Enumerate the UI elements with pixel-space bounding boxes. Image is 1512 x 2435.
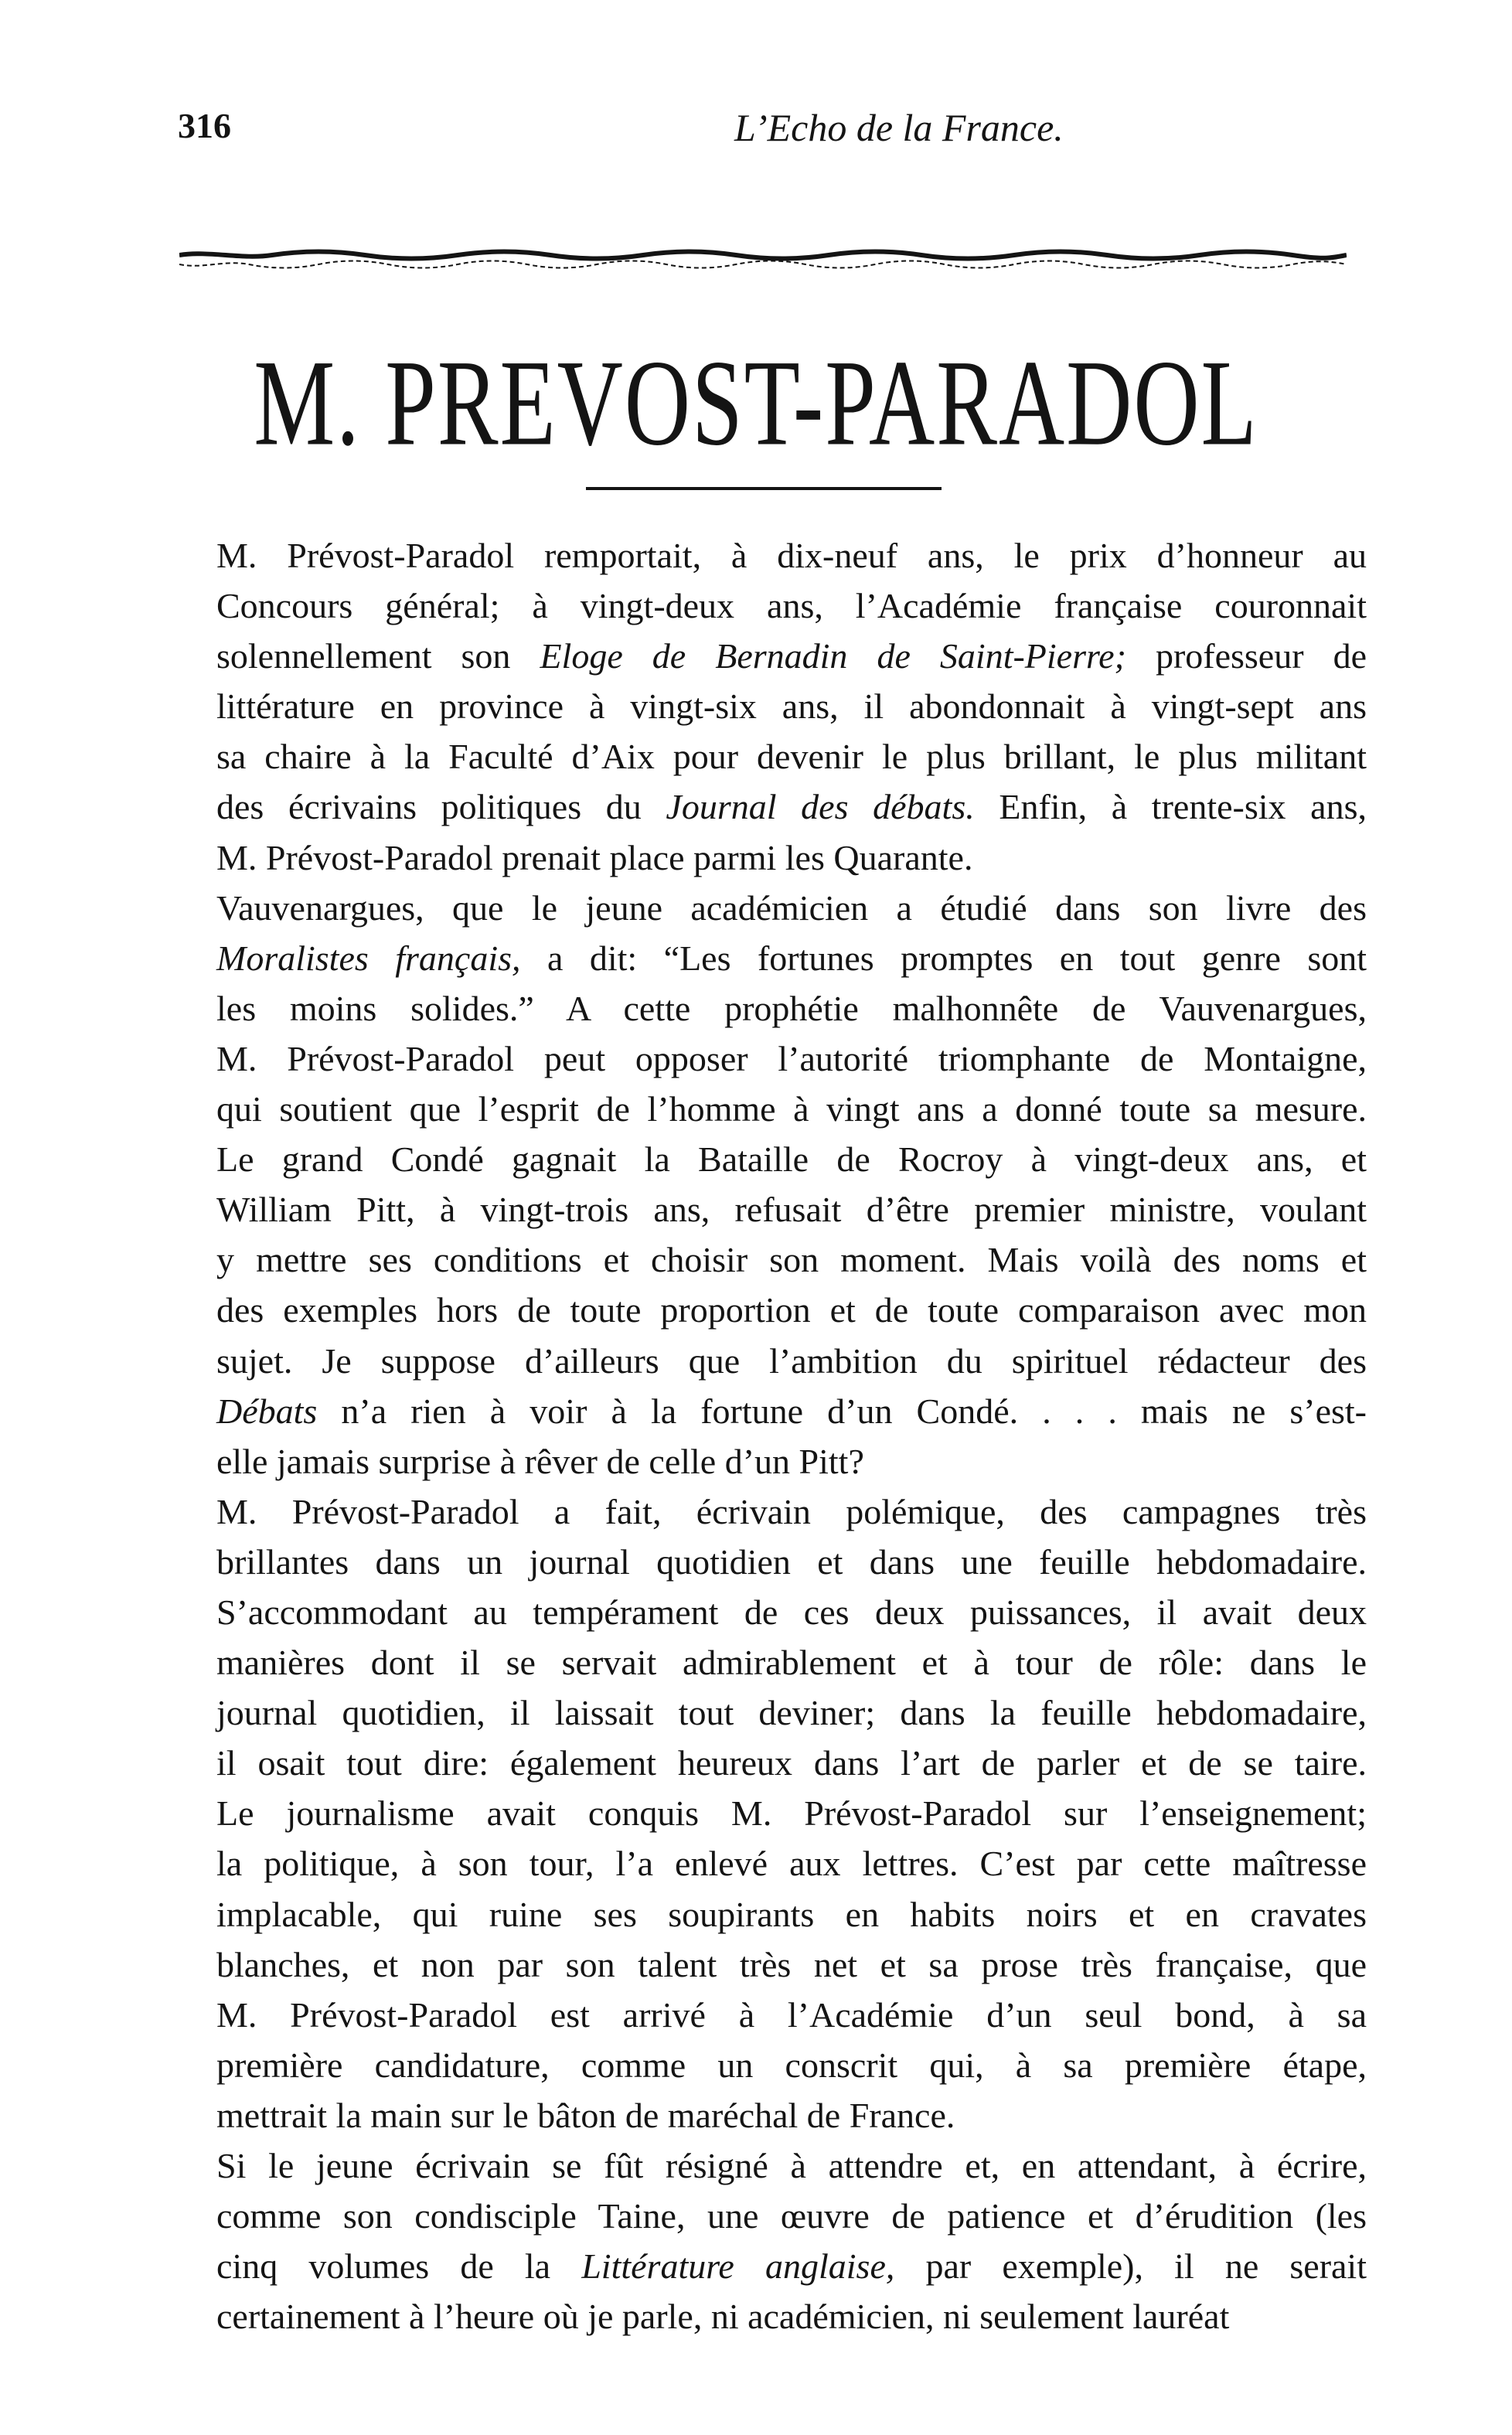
text-line bbox=[182, 1537, 1367, 1587]
decorative-rule bbox=[179, 246, 1347, 277]
text-line bbox=[182, 1687, 1367, 1738]
text-line bbox=[182, 1084, 1367, 1134]
text-line bbox=[182, 1184, 1367, 1235]
text-run: des écrivains politiques du bbox=[216, 787, 666, 827]
text-run: Le grand Condé gagnait la Bataille de Rocroy à vingt-deux ans, et bbox=[216, 1139, 1367, 1180]
text-run: il osait tout dire: également heureux dans l’art de parler et de se taire. bbox=[216, 1743, 1367, 1783]
journal-title: L’Echo de la France. bbox=[734, 106, 1064, 149]
text-run: S’accommodant au tempérament de ces deux puissances, il avait deux bbox=[216, 1592, 1367, 1632]
text-run: sujet. Je suppose d’ailleurs que l’ambition du spirituel rédacteur des bbox=[216, 1340, 1367, 1381]
text-run: mettrait la main sur le bâton de maréchal de France. bbox=[216, 2095, 955, 2135]
italic-title: Débats bbox=[216, 1391, 318, 1431]
text-line bbox=[182, 1436, 1367, 1487]
text-run: M. Prévost-Paradol prenait place parmi les Quarante. bbox=[216, 837, 973, 877]
text-line bbox=[182, 731, 1367, 782]
italic-title: Eloge de Bernadin de Saint-Pierre; bbox=[540, 636, 1126, 676]
text-run: par exemple), il ne serait bbox=[894, 2246, 1367, 2287]
text-run: solennellement son bbox=[216, 636, 540, 676]
text-line bbox=[182, 2140, 1367, 2191]
text-line bbox=[182, 1838, 1367, 1888]
text-line bbox=[182, 782, 1367, 832]
article-title: M. PREVOST-PARADOL bbox=[254, 334, 1258, 472]
text-line bbox=[182, 1738, 1367, 1788]
text-line bbox=[182, 1034, 1367, 1084]
text-line bbox=[182, 1487, 1367, 1537]
italic-title: Moralistes français, bbox=[216, 938, 521, 978]
text-run: M. Prévost-Paradol peut opposer l’autorité triomphante de Montaigne, bbox=[216, 1038, 1367, 1078]
page-number: 316 bbox=[178, 106, 231, 145]
text-run: qui soutient que l’esprit de l’homme à vingt ans a donné toute sa mesure. bbox=[216, 1089, 1367, 1129]
text-run: a dit: “Les fortunes promptes en tout genre sont bbox=[520, 938, 1367, 978]
text-run: des exemples hors de toute proportion et de toute comparaison avec mon bbox=[216, 1290, 1367, 1330]
text-run: Le journalisme avait conquis M. Prévost-Paradol sur l’enseignement; bbox=[216, 1793, 1367, 1834]
ornament-wave-bottom bbox=[179, 261, 1347, 268]
text-run: M. Prévost-Paradol est arrivé à l’Académie d’un seul bond, à sa bbox=[216, 1994, 1367, 2035]
title-underline bbox=[586, 487, 942, 490]
text-line bbox=[182, 983, 1367, 1034]
paragraph bbox=[182, 1487, 1367, 2140]
text-line bbox=[182, 631, 1367, 681]
text-line bbox=[182, 581, 1367, 631]
text-line bbox=[182, 1788, 1367, 1838]
text-line bbox=[182, 530, 1367, 581]
text-run: blanches, et non par son talent très net et sa prose très française, que bbox=[216, 1944, 1367, 1984]
text-line bbox=[182, 1637, 1367, 1687]
paragraph bbox=[182, 530, 1367, 883]
text-line bbox=[182, 1990, 1367, 2040]
text-run: sa chaire à la Faculté d’Aix pour devenir le plus brillant, le plus militant bbox=[216, 737, 1367, 777]
italic-title: Journal des débats. bbox=[666, 787, 975, 827]
text-run: les moins solides.” A cette prophétie malhonnête de Vauvenargues, bbox=[216, 988, 1367, 1028]
text-line bbox=[182, 1235, 1367, 1285]
text-run: comme son condisciple Taine, une œuvre de patience et d’érudition (les bbox=[216, 2196, 1367, 2236]
text-run: professeur de bbox=[1125, 636, 1367, 676]
article-body bbox=[182, 530, 1367, 2341]
text-run: cinq volumes de la bbox=[216, 2246, 582, 2287]
text-run: première candidature, comme un conscrit qui, à sa première étape, bbox=[216, 2045, 1367, 2085]
text-run: M. Prévost-Paradol a fait, écrivain polémique, des campagnes très bbox=[216, 1491, 1367, 1531]
text-line bbox=[182, 2291, 1367, 2341]
text-run: Enfin, à trente-six ans, bbox=[974, 787, 1367, 827]
text-run: la politique, à son tour, l’a enlevé aux lettres. C’est par cette maîtresse bbox=[216, 1844, 1367, 1884]
text-line bbox=[182, 2090, 1367, 2140]
text-run: Si le jeune écrivain se fût résigné à attendre et, en attendant, à écrire, bbox=[216, 2146, 1367, 2185]
text-run: M. Prévost-Paradol remportait, à dix-neuf ans, le prix d’honneur au bbox=[216, 536, 1367, 575]
text-line bbox=[182, 1889, 1367, 1939]
text-line bbox=[182, 1386, 1367, 1436]
text-line bbox=[182, 2241, 1367, 2291]
text-run: littérature en province à vingt-six ans, il abondonnait à vingt-sept ans bbox=[216, 686, 1367, 727]
running-head bbox=[178, 105, 1334, 167]
text-line bbox=[182, 2191, 1367, 2241]
paragraph bbox=[182, 2140, 1367, 2341]
text-run: elle jamais surprise à rêver de celle d’un Pitt? bbox=[216, 1441, 864, 1481]
text-line bbox=[182, 833, 1367, 883]
text-run: manières dont il se servait admirablement et à tour de rôle: dans le bbox=[216, 1643, 1367, 1683]
text-run: William Pitt, à vingt-trois ans, refusait d’être premier ministre, voulant bbox=[216, 1190, 1367, 1230]
text-run: journal quotidien, il laissait tout deviner; dans la feuille hebdomadaire, bbox=[216, 1693, 1367, 1733]
text-line bbox=[182, 933, 1367, 983]
paragraph bbox=[182, 883, 1367, 1487]
italic-title: Littérature anglaise, bbox=[581, 2246, 895, 2287]
text-line bbox=[182, 681, 1367, 731]
text-run: Concours général; à vingt-deux ans, l’Académie française couronnait bbox=[216, 586, 1367, 626]
text-line bbox=[182, 883, 1367, 933]
text-line bbox=[182, 1336, 1367, 1386]
ornament-wave-top bbox=[179, 252, 1347, 259]
text-run: y mettre ses conditions et choisir son moment. Mais voilà des noms et bbox=[216, 1240, 1367, 1280]
text-line bbox=[182, 1939, 1367, 1990]
text-run: implacable, qui ruine ses soupirants en habits noirs et en cravates bbox=[216, 1894, 1367, 1934]
text-line bbox=[182, 1134, 1367, 1184]
text-run: Vauvenargues, que le jeune académicien a étudié dans son livre des bbox=[216, 887, 1367, 928]
text-line bbox=[182, 1285, 1367, 1335]
text-line bbox=[182, 2040, 1367, 2090]
text-run: n’a rien à voir à la fortune d’un Condé. . . . mais ne s’est- bbox=[317, 1391, 1367, 1431]
text-run: certainement à l’heure où je parle, ni académicien, ni seulement lauréat bbox=[216, 2297, 1230, 2337]
text-line bbox=[182, 1587, 1367, 1637]
text-run: brillantes dans un journal quotidien et dans une feuille hebdomadaire. bbox=[216, 1541, 1367, 1582]
